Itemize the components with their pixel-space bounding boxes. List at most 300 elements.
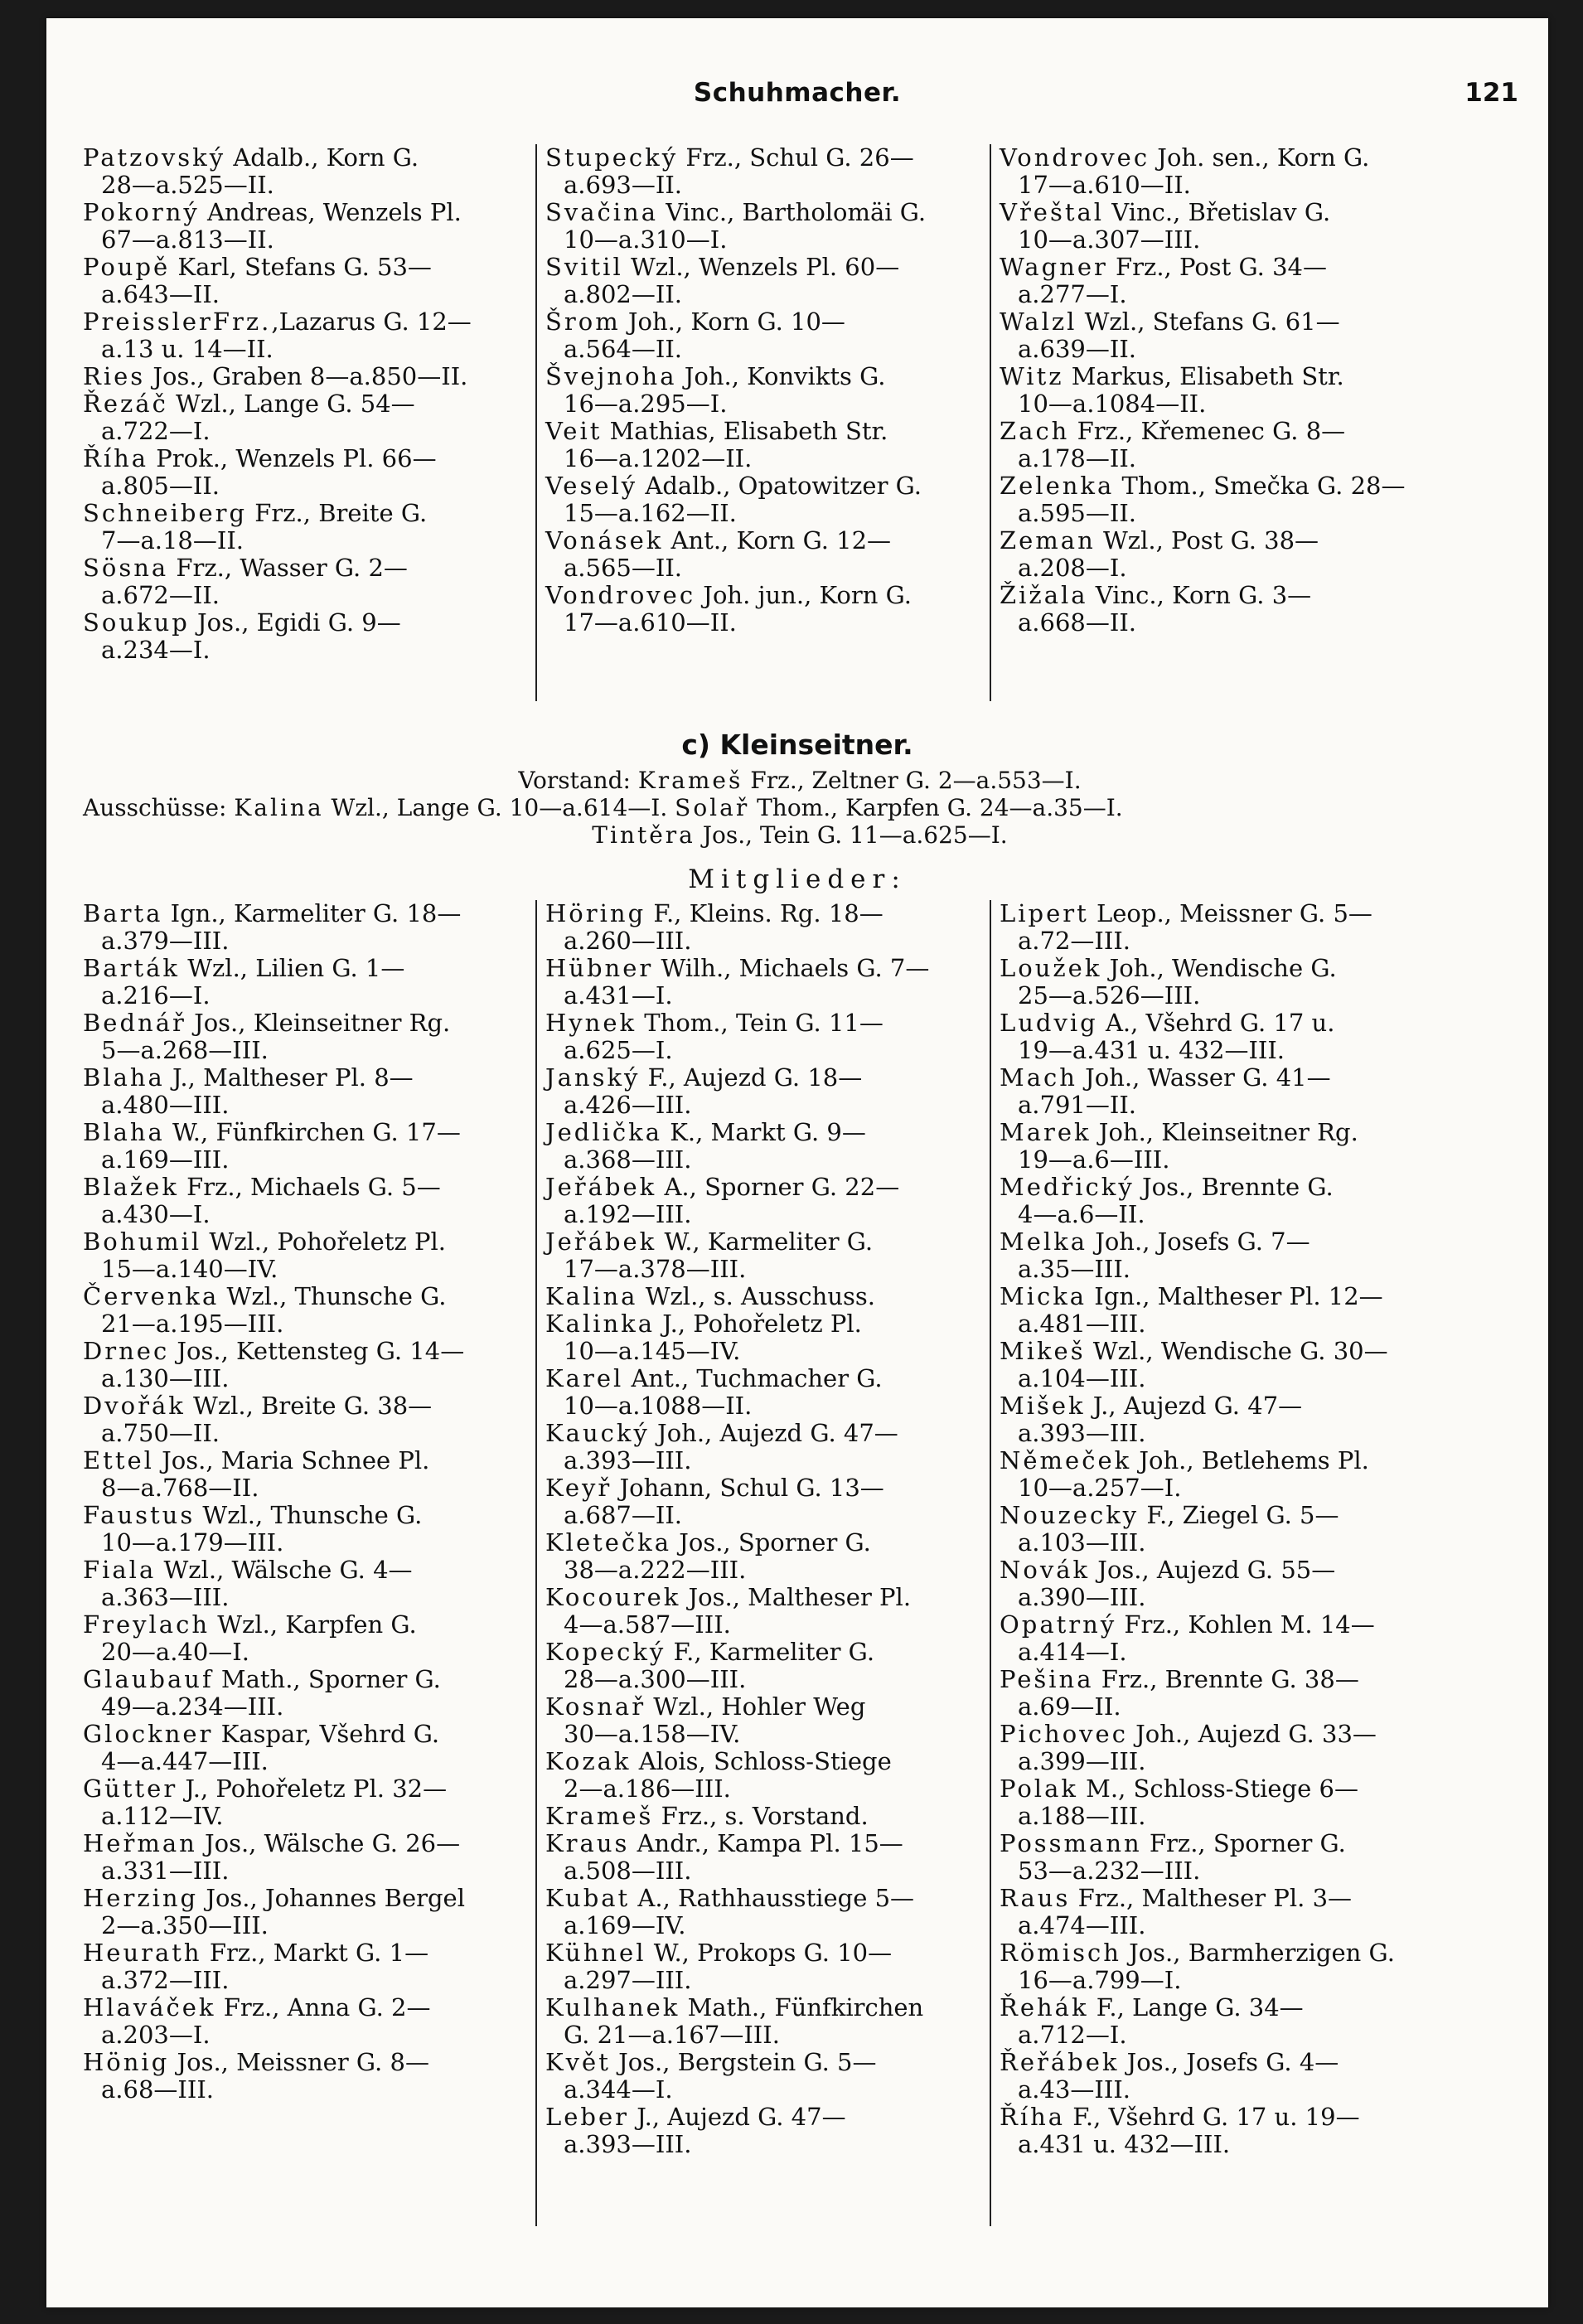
entry-surname: Ludvig: [1000, 1009, 1098, 1037]
entry-details: Frz., Markt G. 1—: [201, 1939, 429, 1967]
entry-details: F., Karmeliter G.: [666, 1638, 875, 1666]
members-heading: Mitglieder:: [688, 864, 907, 894]
entry-details: Joh., Korn G. 10—: [620, 307, 845, 336]
entry-surname: Novák: [1000, 1556, 1091, 1584]
entry-surname: Patzovský: [83, 143, 226, 172]
directory-entry: [545, 1009, 990, 1064]
entry-address-line: a.508—III.: [564, 1857, 692, 1885]
page-number: 121: [1464, 78, 1518, 108]
entry-surname: Gütter: [83, 1774, 178, 1803]
entry-surname: Červenka: [83, 1282, 220, 1310]
entry-surname: Vonásek: [545, 526, 664, 554]
entry-surname: Žižala: [1000, 581, 1088, 609]
ausschuss-3-line: [83, 821, 1517, 849]
entry-details: Adalb., Opatowitzer G.: [637, 472, 922, 500]
entry-surname: Květ: [545, 2048, 611, 2076]
entry-address-line: G. 21—a.167—III.: [564, 2021, 780, 2049]
entry-surname: Walzl: [1000, 307, 1077, 336]
entry-address-line: 28—a.525—II.: [101, 171, 274, 199]
entry-address-line: a.192—III.: [564, 1200, 692, 1228]
entry-surname: Mach: [1000, 1063, 1077, 1092]
entry-surname: Marek: [1000, 1118, 1092, 1146]
entry-details: Jos., Josefs G. 4—: [1119, 2048, 1339, 2076]
directory-entry: [545, 1119, 990, 1174]
entry-surname: Zelenka: [1000, 472, 1115, 500]
entry-surname: Karel: [545, 1364, 624, 1392]
entry-address-line: a.35—III.: [1018, 1255, 1130, 1283]
entry-surname: Nouzecky: [1000, 1501, 1140, 1529]
entry-address-line: a.431 u. 432—III.: [1018, 2130, 1231, 2158]
entry-surname: Šrom: [545, 307, 621, 336]
entry-details: Jos., Johannes Bergel: [198, 1884, 465, 1912]
entry-surname: Kocourek: [545, 1583, 681, 1611]
entry-surname: Mikeš: [1000, 1337, 1086, 1365]
entry-address-line: a.130—III.: [101, 1364, 230, 1392]
entry-address-line: a.791—II.: [1018, 1091, 1136, 1119]
entry-address-line: a.393—III.: [1018, 1419, 1146, 1447]
entry-surname: Krameš: [545, 1802, 654, 1830]
entry-surname: Freylach: [83, 1610, 211, 1639]
entry-surname: Řeřábek: [1000, 2048, 1120, 2076]
section-title: c) Kleinseitner.: [681, 729, 913, 761]
entry-surname: Medřický: [1000, 1173, 1135, 1201]
entry-address-line: 19—a.6—III.: [1018, 1145, 1170, 1174]
directory-entry: [83, 308, 535, 363]
entry-surname: Řezáč: [83, 390, 168, 418]
entry-details: Ign., Maltheser Pl. 12—: [1087, 1282, 1383, 1310]
entry-details: Joh., Wasser G. 41—: [1077, 1063, 1331, 1092]
entry-details: Wzl., Thunsche G.: [219, 1282, 447, 1310]
entry-surname: Kalinka: [545, 1310, 656, 1338]
directory-entry: [545, 1639, 990, 1693]
entry-address-line: 10—a.307—III.: [1018, 225, 1201, 254]
entry-surname: Loužek: [1000, 954, 1102, 982]
entry-surname: Vondrovec: [545, 581, 696, 609]
entry-details: Frz., Kohlen M. 14—: [1116, 1610, 1375, 1639]
directory-page: [46, 18, 1548, 2307]
entry-surname: Stupecký: [545, 143, 679, 172]
directory-entry: [545, 418, 990, 472]
entry-surname: Zeman: [1000, 526, 1096, 554]
entry-address-line: 19—a.431 u. 432—III.: [1018, 1036, 1285, 1064]
entry-details: Adalb., Korn G.: [225, 143, 419, 172]
entry-details: Joh., Josefs G. 7—: [1087, 1227, 1310, 1256]
entry-details: W., Prokops G. 10—: [646, 1939, 893, 1967]
entry-address-line: 30—a.158—IV.: [564, 1720, 741, 1748]
directory-entry: [83, 1994, 535, 2049]
directory-entry: [83, 445, 535, 500]
directory-entry: [83, 1119, 535, 1174]
entry-surname: Kubat: [545, 1884, 631, 1912]
directory-entry: [83, 254, 535, 308]
entry-address-line: 16—a.799—I.: [1018, 1966, 1182, 1994]
entry-details: Wzl., Wenzels Pl. 60—: [622, 253, 900, 281]
entry-details: Kaspar, Všehrd G.: [213, 1720, 440, 1748]
directory-entry: [545, 1365, 990, 1420]
directory-entry: [83, 1666, 535, 1721]
entry-address-line: a.595—II.: [1018, 499, 1136, 527]
entry-details: Jos., Bergstein G. 5—: [610, 2048, 877, 2076]
directory-entry: [83, 1939, 535, 1994]
directory-entry: [1000, 1885, 1517, 1939]
directory-entry: [545, 1803, 990, 1830]
entry-details: Wzl., Lange G. 54—: [167, 390, 415, 418]
entry-address-line: a.216—I.: [101, 981, 211, 1009]
directory-entry: [1000, 1283, 1517, 1338]
entry-details: Frz., Křemenec G. 8—: [1069, 417, 1346, 445]
entry-address-line: 10—a.310—I.: [564, 225, 728, 254]
entry-surname: Hübner: [545, 954, 654, 982]
directory-entry: [1000, 1775, 1517, 1830]
directory-entry: [1000, 1557, 1517, 1611]
entry-surname: Herzing: [83, 1884, 199, 1912]
entry-surname: Micka: [1000, 1282, 1087, 1310]
entry-details: Jos., Egidi G. 9—: [189, 608, 401, 637]
entry-details: Jos., Kettensteg G. 14—: [169, 1337, 465, 1365]
entry-details: F., Všehrd G. 17 u. 19—: [1065, 2103, 1360, 2131]
directory-entry: [83, 1557, 535, 1611]
entry-details: M., Schloss-Stiege 6—: [1077, 1774, 1358, 1803]
entry-address-line: a.43—III.: [1018, 2075, 1130, 2104]
directory-entry: [1000, 1447, 1517, 1502]
entry-surname: Kozak: [545, 1747, 632, 1775]
entry-details: Joh., Betlehems Pl.: [1131, 1446, 1369, 1474]
entry-address-line: 38—a.222—III.: [564, 1556, 747, 1584]
entry-surname: Witz: [1000, 362, 1064, 390]
directory-entry: [1000, 418, 1517, 472]
directory-entry: [545, 1310, 990, 1365]
directory-entry: [83, 2049, 535, 2104]
directory-entry: [83, 363, 535, 390]
entry-details: Wzl., Post G. 38—: [1095, 526, 1319, 554]
entry-details: Wzl., Hohler Weg: [646, 1692, 866, 1721]
entry-address-line: 8—a.768—II.: [101, 1474, 259, 1502]
directory-entry: [545, 900, 990, 955]
entry-surname: Soukup: [83, 608, 190, 637]
entry-details: Vinc., Bartholomäi G.: [658, 198, 927, 226]
entry-address-line: 17—a.610—II.: [564, 608, 737, 637]
ausschuss-3-name: Tintěra: [592, 821, 695, 849]
directory-entry: [83, 1174, 535, 1228]
directory-entry: [83, 554, 535, 609]
entry-details: Wilh., Michaels G. 7—: [653, 954, 930, 982]
directory-entry: [545, 199, 990, 254]
entry-address-line: a.169—IV.: [564, 1911, 686, 1939]
entry-surname: Kopecký: [545, 1638, 666, 1666]
entry-details: K., Markt G. 9—: [662, 1118, 866, 1146]
entry-details: Alois, Schloss-Stiege: [631, 1747, 892, 1775]
entry-address-line: a.481—III.: [1018, 1310, 1146, 1338]
entry-address-line: 16—a.1202—II.: [564, 444, 753, 472]
entry-details: Joh. jun., Korn G.: [695, 581, 912, 609]
directory-entry: [1000, 1666, 1517, 1721]
entry-address-line: a.393—III.: [564, 1446, 692, 1474]
entry-address-line: 10—a.1084—II.: [1018, 390, 1207, 418]
entry-details: Jos., Aujezd G. 55—: [1090, 1556, 1336, 1584]
entry-details: Frz., Wasser G. 2—: [168, 554, 408, 582]
entry-surname: Possmann: [1000, 1829, 1142, 1857]
entry-details: F., Lange G. 34—: [1088, 1993, 1304, 2021]
entry-surname: Sösna: [83, 554, 169, 582]
entry-surname: Leber: [545, 2103, 630, 2131]
entry-address-line: 28—a.300—III.: [564, 1665, 747, 1693]
directory-entry: [545, 1830, 990, 1885]
directory-entry: [1000, 1830, 1517, 1885]
entry-surname: Vondrovec: [1000, 143, 1150, 172]
ausschuss-1-name: Kalina: [234, 794, 324, 821]
entry-address-line: a.672—II.: [101, 581, 220, 609]
entry-surname: Heřman: [83, 1829, 197, 1857]
entry-address-line: a.234—I.: [101, 636, 211, 664]
entry-address-line: a.169—III.: [101, 1145, 230, 1174]
entry-address-line: a.390—III.: [1018, 1583, 1146, 1611]
entry-address-line: a.372—III.: [101, 1966, 230, 1994]
directory-entry: [83, 1392, 535, 1447]
entry-surname: Blaha: [83, 1118, 165, 1146]
entry-surname: Poupě: [83, 253, 171, 281]
entry-details: J., Maltheser Pl. 8—: [164, 1063, 414, 1092]
directory-entry: [83, 1283, 535, 1338]
entry-surname: Jeřábek: [545, 1173, 657, 1201]
directory-entry: [545, 2104, 990, 2158]
entry-address-line: 67—a.813—II.: [101, 225, 274, 254]
directory-entry: [1000, 1119, 1517, 1174]
directory-entry: [545, 1064, 990, 1119]
entry-surname: Říha: [83, 444, 149, 472]
directory-entry: [545, 1529, 990, 1584]
entry-address-line: a.379—III.: [101, 927, 230, 955]
entry-details: F., Kleins. Rg. 18—: [646, 899, 883, 927]
directory-entry: [83, 144, 535, 199]
entry-details: Andreas, Wenzels Pl.: [199, 198, 462, 226]
entry-details: Wzl., Pohořeletz Pl.: [201, 1227, 446, 1256]
entry-details: Joh. sen., Korn G.: [1150, 143, 1370, 172]
directory-entry: [545, 1474, 990, 1529]
directory-entry: [545, 1885, 990, 1939]
entry-surname: Veselý: [545, 472, 638, 500]
entry-surname: Pichovec: [1000, 1720, 1128, 1748]
entry-details: Frz., Anna G. 2—: [215, 1993, 431, 2021]
directory-entry: [1000, 308, 1517, 363]
entry-address-line: a.208—I.: [1018, 554, 1127, 582]
entry-details: Markus, Elisabeth Str.: [1063, 362, 1344, 390]
entry-surname: Švejnoha: [545, 362, 677, 390]
entry-details: F., Ziegel G. 5—: [1139, 1501, 1339, 1529]
entry-details: Jos., Maltheser Pl.: [680, 1583, 912, 1611]
entry-surname: Lipert: [1000, 899, 1089, 927]
entry-address-line: a.203—I.: [101, 2021, 211, 2049]
directory-entry: [1000, 1611, 1517, 1666]
directory-entry: [545, 144, 990, 199]
directory-entry: [83, 900, 535, 955]
entry-details: Andr., Kampa Pl. 15—: [629, 1829, 903, 1857]
entry-details: Thom., Tein G. 11—: [637, 1009, 883, 1037]
entry-surname: Kletečka: [545, 1528, 672, 1557]
directory-entry: [1000, 1392, 1517, 1447]
directory-entry: [83, 1721, 535, 1775]
entry-surname: Barta: [83, 899, 163, 927]
entry-address-line: 2—a.186—III.: [564, 1774, 731, 1803]
entry-address-line: 15—a.162—II.: [564, 499, 737, 527]
entry-surname: Němeček: [1000, 1446, 1132, 1474]
entry-address-line: 49—a.234—III.: [101, 1692, 284, 1721]
entry-address-line: a.297—III.: [564, 1966, 692, 1994]
entry-details: Jos., Barmherzigen G.: [1121, 1939, 1395, 1967]
directory-entry: [545, 582, 990, 637]
entry-details: Wzl., Thunsche G.: [195, 1501, 423, 1529]
entry-surname: Janský: [545, 1063, 641, 1092]
directory-entry: [1000, 1228, 1517, 1283]
entry-surname: Zach: [1000, 417, 1070, 445]
entry-details: Joh., Konvikts G.: [676, 362, 886, 390]
directory-entry: [545, 1939, 990, 1994]
directory-entry: [545, 1994, 990, 2049]
member-column-1: [83, 900, 537, 2226]
entry-surname: Wagner: [1000, 253, 1108, 281]
entry-surname: Ries: [83, 362, 146, 390]
entry-address-line: a.368—III.: [564, 1145, 692, 1174]
entry-address-line: a.393—III.: [564, 2130, 692, 2158]
entry-surname: Pokorný: [83, 198, 200, 226]
ausschuss-2-name: Solař: [675, 794, 750, 821]
entry-surname: Faustus: [83, 1501, 196, 1529]
entry-address-line: a.414—I.: [1018, 1638, 1127, 1666]
directory-entry: [83, 955, 535, 1009]
member-column-2: [537, 900, 991, 2226]
entry-address-line: 10—a.145—IV.: [564, 1337, 741, 1365]
entry-details: Jos., Meissner G. 8—: [169, 2048, 429, 2076]
entry-details: Mathias, Elisabeth Str.: [602, 417, 888, 445]
entry-address-line: 5—a.268—III.: [101, 1036, 269, 1064]
entry-address-line: a.104—III.: [1018, 1364, 1146, 1392]
directory-entry: [1000, 1994, 1517, 2049]
entry-surname: Ettel: [83, 1446, 154, 1474]
entry-address-line: 4—a.6—II.: [1018, 1200, 1145, 1228]
entry-surname: PreisslerFrz.: [83, 307, 272, 336]
entry-address-line: 53—a.232—III.: [1018, 1857, 1201, 1885]
entry-address-line: a.13 u. 14—II.: [101, 335, 274, 363]
entry-surname: Barták: [83, 954, 180, 982]
directory-entry: [1000, 582, 1517, 637]
entry-surname: Kühnel: [545, 1939, 646, 1967]
entry-details: Ant., Korn G. 12—: [663, 526, 892, 554]
entry-address-line: a.750—II.: [101, 1419, 220, 1447]
entry-address-line: a.625—I.: [564, 1036, 673, 1064]
entry-address-line: 2—a.350—III.: [101, 1911, 269, 1939]
entry-details: Johann, Schul G. 13—: [612, 1474, 884, 1502]
entry-address-line: 16—a.295—I.: [564, 390, 728, 418]
entry-address-line: a.331—III.: [101, 1857, 230, 1885]
entry-details: Jos., Graben 8—a.850—II.: [145, 362, 468, 390]
entry-surname: Říha: [1000, 2103, 1066, 2131]
entry-address-line: 20—a.40—I.: [101, 1638, 249, 1666]
entry-surname: Hynek: [545, 1009, 637, 1037]
entry-details: J., Aujezd G. 47—: [629, 2103, 846, 2131]
entry-surname: Vřeštal: [1000, 198, 1105, 226]
entry-details: Thom., Smečka G. 28—: [1114, 472, 1406, 500]
entry-details: J., Pohořeletz Pl. 32—: [177, 1774, 448, 1803]
directory-entry: [545, 527, 990, 582]
entry-surname: Kaucký: [545, 1419, 650, 1447]
directory-entry: [545, 1584, 990, 1639]
entry-address-line: a.103—III.: [1018, 1528, 1146, 1557]
entry-details: Frz., Post G. 34—: [1107, 253, 1328, 281]
entry-details: Joh., Aujezd G. 33—: [1127, 1720, 1377, 1748]
entry-details: Jos., Maria Schnee Pl.: [153, 1446, 430, 1474]
entry-details: Frz., Schul G. 26—: [678, 143, 914, 172]
directory-entry: [1000, 199, 1517, 254]
directory-entry: [1000, 527, 1517, 582]
directory-entry: [545, 1174, 990, 1228]
officers-block: [83, 767, 1517, 849]
entry-address-line: a.112—IV.: [101, 1802, 224, 1830]
entry-details: A., Sporner G. 22—: [656, 1173, 900, 1201]
directory-entry: [83, 1775, 535, 1830]
directory-entry: [1000, 254, 1517, 308]
entry-address-line: a.344—I.: [564, 2075, 673, 2104]
entry-address-line: a.277—I.: [1018, 280, 1127, 308]
entry-details: W., Karmeliter G.: [656, 1227, 874, 1256]
top-column-2: [537, 144, 991, 701]
entry-details: Jos., Wälsche G. 26—: [196, 1829, 461, 1857]
directory-entry: [1000, 144, 1517, 199]
entry-surname: Kraus: [545, 1829, 630, 1857]
entry-address-line: a.430—I.: [101, 1200, 211, 1228]
entry-surname: Glaubauf: [83, 1665, 214, 1693]
directory-entry: [1000, 472, 1517, 527]
directory-entry: [1000, 1939, 1517, 1994]
entry-surname: Pešina: [1000, 1665, 1094, 1693]
directory-entry: [1000, 900, 1517, 955]
entry-address-line: a.72—III.: [1018, 927, 1130, 955]
entry-address-line: a.802—II.: [564, 280, 682, 308]
entry-address-line: a.639—II.: [1018, 335, 1136, 363]
entry-details: Frz., Michaels G. 5—: [178, 1173, 441, 1201]
directory-entry: [83, 1009, 535, 1064]
entry-details: Wzl., Lilien G. 1—: [179, 954, 405, 982]
entry-surname: Kulhanek: [545, 1993, 680, 2021]
vorstand-details: Frz., Zeltner G. 2—a.553—I.: [743, 767, 1082, 794]
directory-entry: [83, 1447, 535, 1502]
entry-address-line: 25—a.526—III.: [1018, 981, 1201, 1009]
entry-address-line: a.805—II.: [101, 472, 220, 500]
entry-details: Karl, Stefans G. 53—: [170, 253, 432, 281]
directory-entry: [545, 1228, 990, 1283]
directory-entry: [545, 2049, 990, 2104]
directory-entry: [83, 609, 535, 664]
entry-address-line: 15—a.140—IV.: [101, 1255, 278, 1283]
directory-entry: [545, 1748, 990, 1803]
entry-address-line: a.722—I.: [101, 417, 211, 445]
entry-details: Wzl., Wendische G. 30—: [1085, 1337, 1388, 1365]
entry-details: Joh., Wendische G.: [1101, 954, 1337, 982]
entry-surname: Keyř: [545, 1474, 612, 1502]
directory-entry: [1000, 363, 1517, 418]
entry-address-line: a.68—III.: [101, 2075, 214, 2104]
directory-entry: [83, 1228, 535, 1283]
entry-details: A., Rathhausstiege 5—: [630, 1884, 915, 1912]
directory-entry: [1000, 1502, 1517, 1557]
entry-address-line: 17—a.378—III.: [564, 1255, 747, 1283]
entry-address-line: 10—a.257—I.: [1018, 1474, 1182, 1502]
ausschuesse-label: Ausschüsse:: [83, 794, 235, 821]
entry-address-line: 7—a.18—II.: [101, 526, 244, 554]
entry-surname: Heurath: [83, 1939, 202, 1967]
member-entries: [83, 900, 1517, 2226]
entry-details: Wzl., Wälsche G. 4—: [156, 1556, 413, 1584]
directory-entry: [545, 308, 990, 363]
entry-surname: Svitil: [545, 253, 623, 281]
